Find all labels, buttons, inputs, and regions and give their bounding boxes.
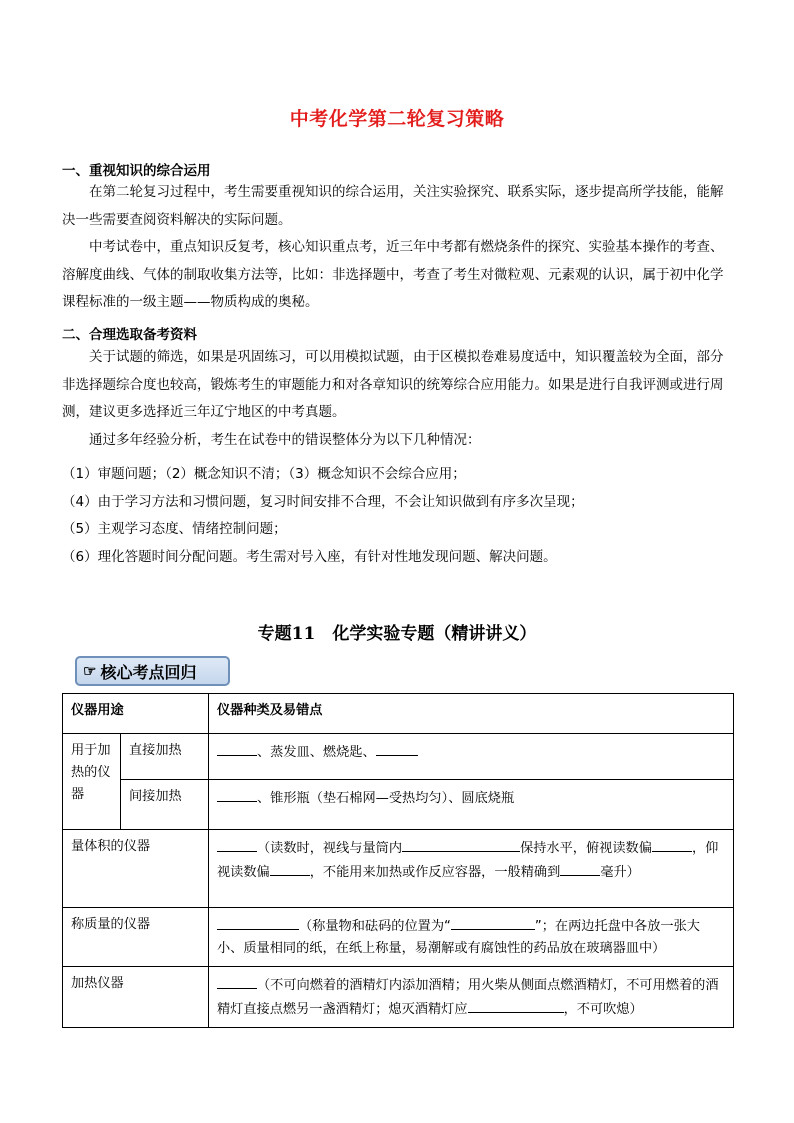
answer-blank[interactable] xyxy=(468,997,564,1013)
answer-blank[interactable] xyxy=(217,973,257,989)
table-header-row xyxy=(63,694,734,734)
heater-content: （不可向燃着的酒精灯内添加酒精；用火柴从侧面点燃酒精灯，不可用燃着的酒精灯直接点燃另一盏酒精灯；熄灭酒精灯应 ，不可吹熄） xyxy=(209,967,734,1028)
core-review-badge xyxy=(75,656,230,686)
volume-instrument-label: 量体积的仪器 xyxy=(63,830,209,908)
answer-blank[interactable] xyxy=(560,860,600,876)
error-item: （1）审题问题；（2）概念知识不清；（3）概念知识不会综合应用； xyxy=(62,466,466,482)
table-row xyxy=(63,967,734,1028)
header-types: 仪器种类及易错点 xyxy=(209,694,734,734)
answer-blank[interactable] xyxy=(402,836,520,852)
error-item: （5）主观学习态度、情绪控制问题； xyxy=(62,521,287,537)
error-item: （6）理化答题时间分配问题。考生需对号入座，有针对性地发现问题、解决问题。 xyxy=(62,549,557,565)
section1-heading: 一、重视知识的综合运用 xyxy=(62,163,211,179)
table-row xyxy=(63,734,734,780)
answer-blank[interactable] xyxy=(217,836,257,852)
heater-label: 加热仪器 xyxy=(63,967,209,1028)
answer-blank[interactable] xyxy=(652,836,692,852)
answer-blank[interactable] xyxy=(217,786,257,802)
direct-heating-content: 、蒸发皿、燃烧匙、 xyxy=(209,734,734,780)
volume-instrument-content: （读数时，视线与量筒内 保持水平，俯视读数偏 ，仰视读数偏 ，不能用来加热或作反应容器，一般精确到 毫升） xyxy=(209,830,734,908)
mass-instrument-content: （称量物和砝码的位置为“ ”；在两边托盘中各放一张大小、质量相同的纸，在纸上称量，易潮解或有腐蚀性的药品放在玻璃器皿中） xyxy=(209,908,734,967)
topic-title: 专题11 化学实验专题（精讲讲义） xyxy=(257,624,537,644)
indirect-heating-label: 间接加热 xyxy=(121,780,209,830)
table-row xyxy=(63,830,734,908)
instrument-table xyxy=(62,693,734,1028)
answer-blank[interactable] xyxy=(217,740,257,756)
badge-label: 核心考点回归 xyxy=(100,662,197,682)
indirect-heating-content: 、锥形瓶（垫石棉网—受热均匀）、圆底烧瓶 xyxy=(209,780,734,830)
header-usage: 仪器用途 xyxy=(63,694,209,734)
table-row xyxy=(63,908,734,967)
answer-blank[interactable] xyxy=(451,914,535,930)
section2-heading: 二、合理选取备考资料 xyxy=(62,327,197,343)
pointing-hand-icon: ☞ xyxy=(83,662,97,680)
error-item: （4）由于学习方法和习惯问题，复习时间安排不合理，不会让知识做到有序多次呈现； xyxy=(62,494,584,510)
mass-instrument-label: 称质量的仪器 xyxy=(63,908,209,967)
section2-paragraph-2: 通过多年经验分析，考生在试卷中的错误整体分为以下几种情况： xyxy=(89,432,481,448)
table-row xyxy=(63,780,734,830)
section2-paragraph-1: 关于试题的筛选，如果是巩固练习，可以用模拟试题，由于区模拟卷难易度适中，知识覆盖较为全面，部分非选择题综合度也较高，锻炼考生的审题能力和对各章知识的统筹综合应用能力。如果是进行自我评测或进行周测，建议更多选择近三年辽宁地区的中考真题。 xyxy=(62,349,724,420)
answer-blank[interactable] xyxy=(270,860,310,876)
direct-heating-label: 直接加热 xyxy=(121,734,209,780)
heating-group-cell: 用于加热的仪器 xyxy=(63,734,121,830)
section1-paragraph-2: 中考试卷中，重点知识反复考，核心知识重点考，近三年中考都有燃烧条件的探究、实验基本操作的考查、溶解度曲线、气体的制取收集方法等，比如：非选择题中，考查了考生对微粒观、元素观的认识，属于初中化学课程标准的一级主题——物质构成的奥秘。 xyxy=(62,239,724,310)
answer-blank[interactable] xyxy=(376,740,418,756)
answer-blank[interactable] xyxy=(217,914,299,930)
section1-paragraph-1: 在第二轮复习过程中，考生需要重视知识的综合运用，关注实验探究、联系实际，逐步提高所学技能，能解决一些需要查阅资料解决的实际问题。 xyxy=(62,184,724,228)
document-title: 中考化学第二轮复习策略 xyxy=(289,108,505,130)
